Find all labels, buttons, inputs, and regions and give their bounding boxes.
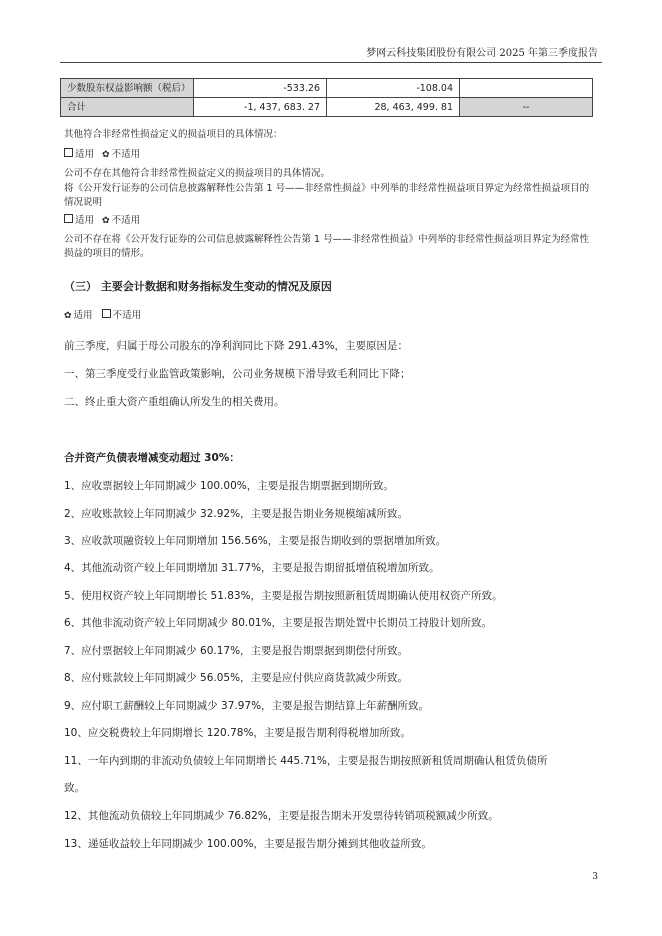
- list-item: 4、其他流动资产较上年同期增加 31.77%，主要是报告期留抵增值税增加所致。: [64, 562, 440, 574]
- list-item: 9、应付职工薪酬较上年同期减少 37.97%，主要是报告期结算上年薪酬所致。: [64, 700, 430, 712]
- option-label: 适用: [73, 310, 93, 321]
- checkbox-icon: [64, 214, 73, 223]
- list-item: 10、应交税费较上年同期增长 120.78%，主要是报告期利得税增加所致。: [64, 727, 411, 739]
- statement-1: 公司不存在其他符合非经常性损益定义的损益项目的具体情况。: [64, 168, 331, 179]
- list-item: 3、应收款项融资较上年同期增加 156.56%，主要是报告期收到的票据增加所致。: [64, 535, 447, 547]
- list-item: 1、应收票据较上年同期减少 100.00%，主要是报告期票据到期所致。: [64, 480, 394, 492]
- non-recurring-table: [60, 78, 593, 117]
- other-items-label: 其他符合非经常性损益定义的损益项目的具体情况：: [64, 129, 283, 140]
- cell-value: 28, 463, 499. 81: [327, 98, 460, 117]
- list-item: 12、其他流动负债较上年同期减少 76.82%，主要是报告期未开发票待转销项税额减少所致。: [64, 810, 499, 822]
- selected-gear-icon: ✿: [102, 150, 110, 160]
- list-item: 5、使用权资产较上年同期增长 51.83%，主要是报告期按照新租赁周期确认使用权资产所致。: [64, 590, 503, 602]
- paragraph: 一、第三季度受行业监管政策影响，公司业务规模下滑导致毛利同比下降；: [64, 368, 411, 380]
- list-item: 8、应付账款较上年同期减少 56.05%，主要是应付供应商货款减少所致。: [64, 672, 409, 684]
- statement-3: 公司不存在将《公开发行证券的公司信息披露解释性公告第 1 号——非经常性损益》中列举的非经常性损益项目界定为经常性损益的项目的情形。: [64, 234, 590, 259]
- header-divider: [60, 62, 602, 63]
- cell-value: -533.26: [194, 79, 327, 98]
- selected-gear-icon: ✿: [102, 216, 110, 226]
- page-number: 3: [592, 872, 598, 882]
- option-label: 适用: [75, 149, 95, 160]
- applicability-options: [64, 214, 140, 228]
- cell-value: --: [460, 98, 593, 117]
- list-item: 11、一年内到期的非流动负债较上年同期增长 445.71%，主要是报告期按照新租赁周期确认租赁负债所: [64, 755, 548, 767]
- table-row: [61, 98, 593, 117]
- row-label: 合计: [61, 98, 194, 117]
- balance-sheet-heading: 合并资产负债表增减变动超过 30%：: [64, 452, 240, 464]
- selected-gear-icon: ✿: [64, 311, 72, 321]
- option-label: 不适用: [111, 215, 141, 226]
- cell-value: [460, 79, 593, 98]
- list-item: 2、应收账款较上年同期减少 32.92%，主要是报告期业务规模缩减所致。: [64, 508, 409, 520]
- applicability-options: [64, 309, 141, 323]
- section-title: （三） 主要会计数据和财务指标发生变动的情况及原因: [64, 280, 332, 293]
- cell-value: -108.04: [327, 79, 460, 98]
- checkbox-icon: [102, 309, 111, 318]
- cell-value: -1, 437, 683. 27: [194, 98, 327, 117]
- list-item: 13、递延收益较上年同期减少 100.00%，主要是报告期分摊到其他收益所致。: [64, 838, 432, 850]
- row-label: 少数股东权益影响额（税后）: [61, 79, 194, 98]
- report-header: 梦网云科技集团股份有限公司 2025 年第三季度报告: [366, 48, 598, 59]
- list-item: 6、其他非流动资产较上年同期减少 80.01%，主要是报告期处置中长期员工持股计划所致。: [64, 617, 493, 629]
- option-label: 适用: [75, 215, 95, 226]
- option-label: 不适用: [111, 149, 141, 160]
- table-row: [61, 79, 593, 98]
- checkbox-icon: [64, 148, 73, 157]
- list-item: 7、应付票据较上年同期减少 60.17%，主要是报告期票据到期偿付所致。: [64, 645, 409, 657]
- paragraph: 前三季度，归属于母公司股东的净利润同比下降 291.43%，主要原因是：: [64, 340, 409, 352]
- option-label: 不适用: [112, 310, 142, 321]
- statement-2: 将《公开发行证券的公司信息披露解释性公告第 1 号——非经常性损益》中列举的非经常性损益项目界定为经常性损益项目的情况说明: [64, 183, 590, 208]
- list-item: 致。: [64, 782, 85, 794]
- paragraph: 二、终止重大资产重组确认所发生的相关费用。: [64, 396, 285, 408]
- applicability-options: [64, 148, 140, 162]
